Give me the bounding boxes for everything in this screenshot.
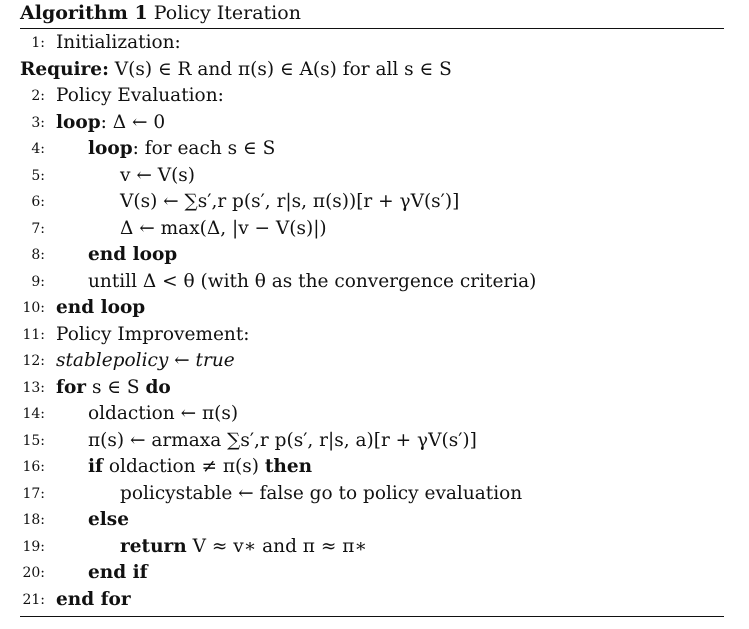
algorithm-line-2	[20, 83, 724, 110]
line-number: 17:	[22, 485, 45, 502]
algorithm-line-14	[20, 401, 724, 428]
line-text	[88, 454, 312, 481]
line-number: 18:	[22, 512, 45, 528]
algorithm-line-4	[20, 136, 724, 163]
line-number: 2:	[31, 88, 45, 104]
end-for-keyword: end for	[56, 588, 131, 610]
line-number: 21:	[22, 591, 45, 608]
line-number: 7:	[31, 220, 45, 237]
algorithm-line-10	[20, 295, 724, 322]
algorithm-line-12	[20, 348, 724, 375]
algorithm-caption	[20, 0, 724, 26]
if-keyword: if	[88, 456, 103, 477]
line-number: 5:	[31, 167, 45, 184]
algorithm-line-6	[20, 189, 724, 216]
line-text: untill Δ < θ (with θ as the convergence criteria)	[88, 270, 537, 292]
require-keyword: Require:	[20, 58, 109, 80]
bottom-rule	[20, 616, 724, 617]
loop-text: : for each s ∈ S	[132, 138, 276, 159]
line-text	[120, 534, 367, 561]
algorithm-line-7	[20, 216, 724, 243]
line-text: Initialization:	[56, 32, 181, 53]
line-text: Δ ← max(Δ, |v − V(s)|)	[120, 217, 327, 239]
line-text	[56, 110, 165, 137]
return-keyword: return	[120, 535, 187, 557]
line-text	[20, 57, 452, 84]
algorithm-line-9	[20, 269, 724, 296]
then-keyword: then	[264, 456, 313, 477]
for-keyword: for	[56, 376, 87, 398]
line-number: 4:	[31, 141, 45, 157]
line-number: 9:	[31, 273, 45, 290]
line-text: π(s) ← armaxa ∑s′,r p(s′, r|s, a)[r + γV(s′)]	[88, 429, 477, 451]
algorithm-line-18	[20, 507, 724, 534]
line-number: 14:	[22, 406, 45, 422]
algorithm-line-16	[20, 454, 724, 481]
line-text: policystable ← false go to policy evaluation	[120, 482, 523, 504]
algorithm-line-11	[20, 322, 724, 349]
line-text: Policy Evaluation:	[56, 85, 224, 106]
line-text: V(s) ← ∑s′,r p(s′, r|s, π(s))[r + γV(s′)]	[120, 191, 460, 212]
do-keyword: do	[145, 376, 171, 398]
line-number: 6:	[31, 194, 45, 210]
algorithm-label: Algorithm 1	[20, 2, 148, 24]
algorithm-lines	[20, 29, 724, 613]
end-loop-keyword: end loop	[56, 297, 146, 318]
line-number: 10:	[22, 300, 45, 316]
algorithm-line-5	[20, 163, 724, 190]
algorithm-line-17	[20, 481, 724, 508]
if-condition: oldaction ≠ π(s)	[108, 456, 259, 477]
line-number: 1:	[31, 35, 45, 51]
line-number: 20:	[22, 565, 45, 581]
line-text: stablepolicy ← true	[56, 350, 235, 371]
loop-keyword: loop	[88, 138, 133, 159]
line-number: 8:	[31, 247, 45, 263]
algorithm-title: Policy Iteration	[153, 2, 301, 24]
algorithm-line-21	[20, 587, 724, 614]
line-number: 3:	[31, 114, 45, 131]
line-text: v ← V(s)	[120, 164, 196, 186]
line-number: 13:	[22, 379, 45, 396]
loop-text: : Δ ← 0	[100, 111, 166, 133]
algorithm-line-13	[20, 375, 724, 402]
line-text	[56, 375, 171, 402]
line-number: 15:	[22, 432, 45, 449]
require-line	[20, 57, 724, 84]
require-text: V(s) ∈ R and π(s) ∈ A(s) for all s ∈ S	[114, 58, 452, 80]
return-text: V ≈ v∗ and π ≈ π∗	[192, 535, 367, 557]
algorithm-block	[20, 0, 724, 617]
line-number: 11:	[22, 326, 45, 343]
algorithm-line-20	[20, 560, 724, 587]
line-number: 19:	[22, 538, 45, 555]
line-number: 16:	[22, 459, 45, 475]
algorithm-line-19	[20, 534, 724, 561]
end-if-keyword: end if	[88, 562, 148, 583]
else-keyword: else	[88, 509, 129, 530]
algorithm-line-3	[20, 110, 724, 137]
algorithm-line-8	[20, 242, 724, 269]
line-text: Policy Improvement:	[56, 323, 250, 345]
for-text: s ∈ S	[91, 376, 140, 398]
line-text	[88, 136, 275, 163]
end-loop-keyword: end loop	[88, 244, 178, 265]
loop-keyword: loop	[56, 111, 101, 133]
line-number: 12:	[22, 353, 45, 369]
algorithm-line-1	[20, 30, 724, 57]
algorithm-line-15	[20, 428, 724, 455]
line-text: oldaction ← π(s)	[88, 403, 239, 424]
